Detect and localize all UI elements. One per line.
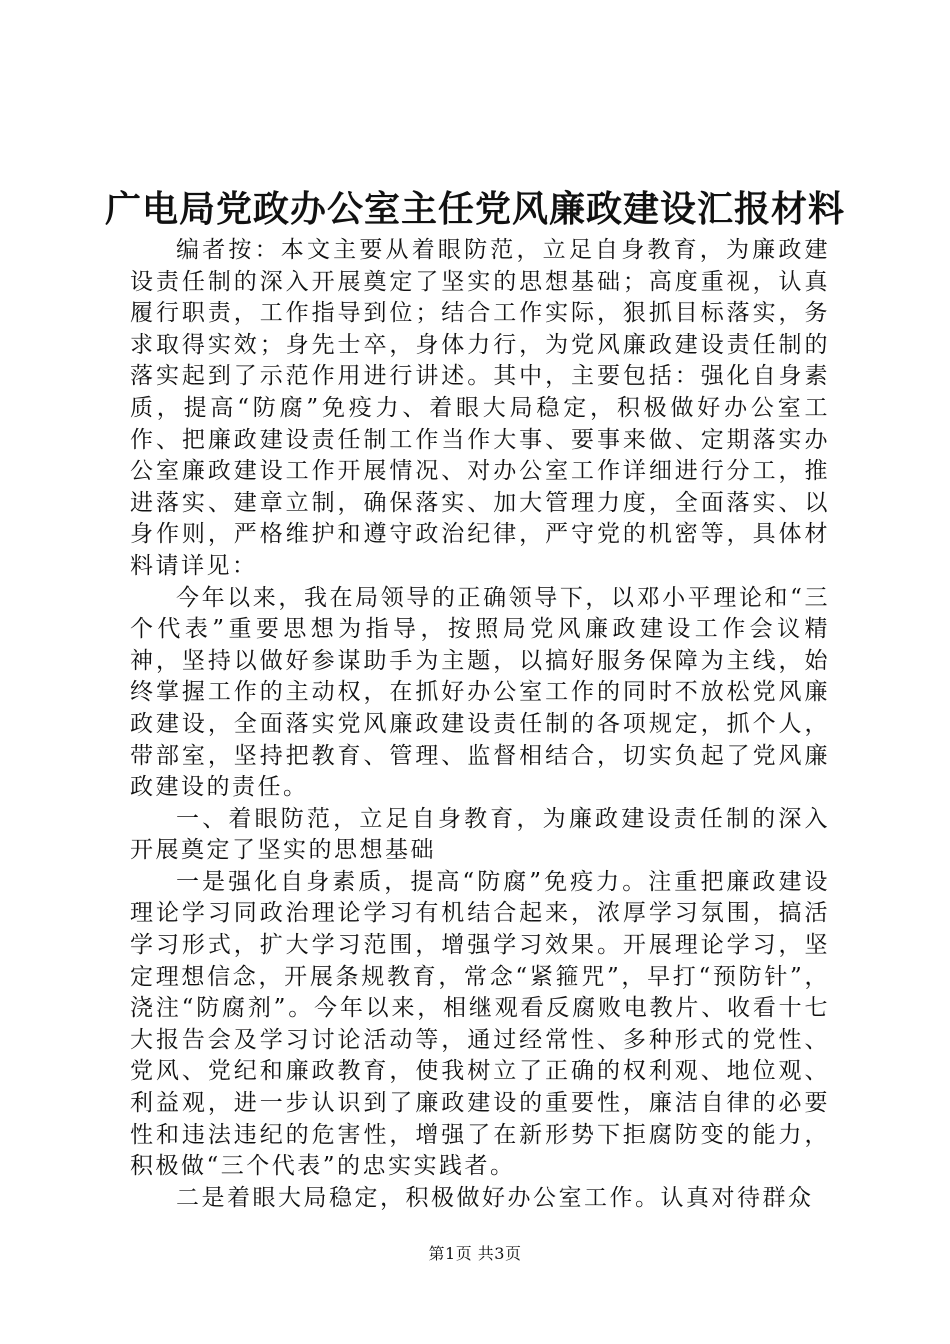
page-footer: 第1页 共3页 xyxy=(428,1244,522,1263)
document-body xyxy=(130,235,830,1214)
point-one-paragraph: 一是强化自身素质，提高“防腐”免疫力。注重把廉政建设理论学习同政治理论学习有机结合起来，浓厚学习氛围，搞活学习形式，扩大学习范围，增强学习效果。开展理论学习，坚定理想信念，开展条规教育，常念“紧箍咒”，早打“预防针”，浇注“防腐剂”。今年以来，相继观看反腐败电教片、收看十七大报告会及学习讨论活动等，通过经常性、多种形式的党性、党风、党纪和廉政教育，使我树立了正确的权利观、地位观、利益观，进一步认识到了廉政建设的重要性，廉洁自律的必要性和违法违纪的危害性，增强了在新形势下拒腐防变的能力，积极做“三个代表”的忠实实践者。 xyxy=(130,868,830,1180)
editor-note-paragraph: 编者按：本文主要从着眼防范，立足自身教育，为廉政建设责任制的深入开展奠定了坚实的思想基础；高度重视，认真履行职责，工作指导到位；结合工作实际，狠抓目标落实，务求取得实效；身先士卒，身体力行，为党风廉政建设责任制的落实起到了示范作用进行讲述。其中，主要包括：强化自身素质，提高“防腐”免疫力、着眼大局稳定，积极做好办公室工作、把廉政建设责任制工作当作大事、要事来做、定期落实办公室廉政建设工作开展情况、对办公室工作详细进行分工，推进落实、建章立制，确保落实、加大管理力度，全面落实、以身作则，严格维护和遵守政治纪律，严守党的机密等，具体材料请详见： xyxy=(130,237,830,579)
document-title: 广电局党政办公室主任党风廉政建设汇报材料 xyxy=(104,188,845,230)
section-one-heading: 一、着眼防范，立足自身教育，为廉政建设责任制的深入开展奠定了坚实的思想基础 xyxy=(130,805,830,864)
point-two-paragraph: 二是着眼大局稳定，积极做好办公室工作。认真对待群众 xyxy=(176,1184,814,1211)
intro-paragraph: 今年以来，我在局领导的正确领导下，以邓小平理论和“三个代表”重要思想为指导，按照局党风廉政建设工作会议精神，坚持以做好参谋助手为主题，以搞好服务保障为主线，始终掌握工作的主动权，在抓好办公室工作的同时不放松党风廉政建设，全面落实党风廉政建设责任制的各项规定，抓个人，带部室，坚持把教育、管理、监督相结合，切实负起了党风廉政建设的责任。 xyxy=(130,584,830,801)
